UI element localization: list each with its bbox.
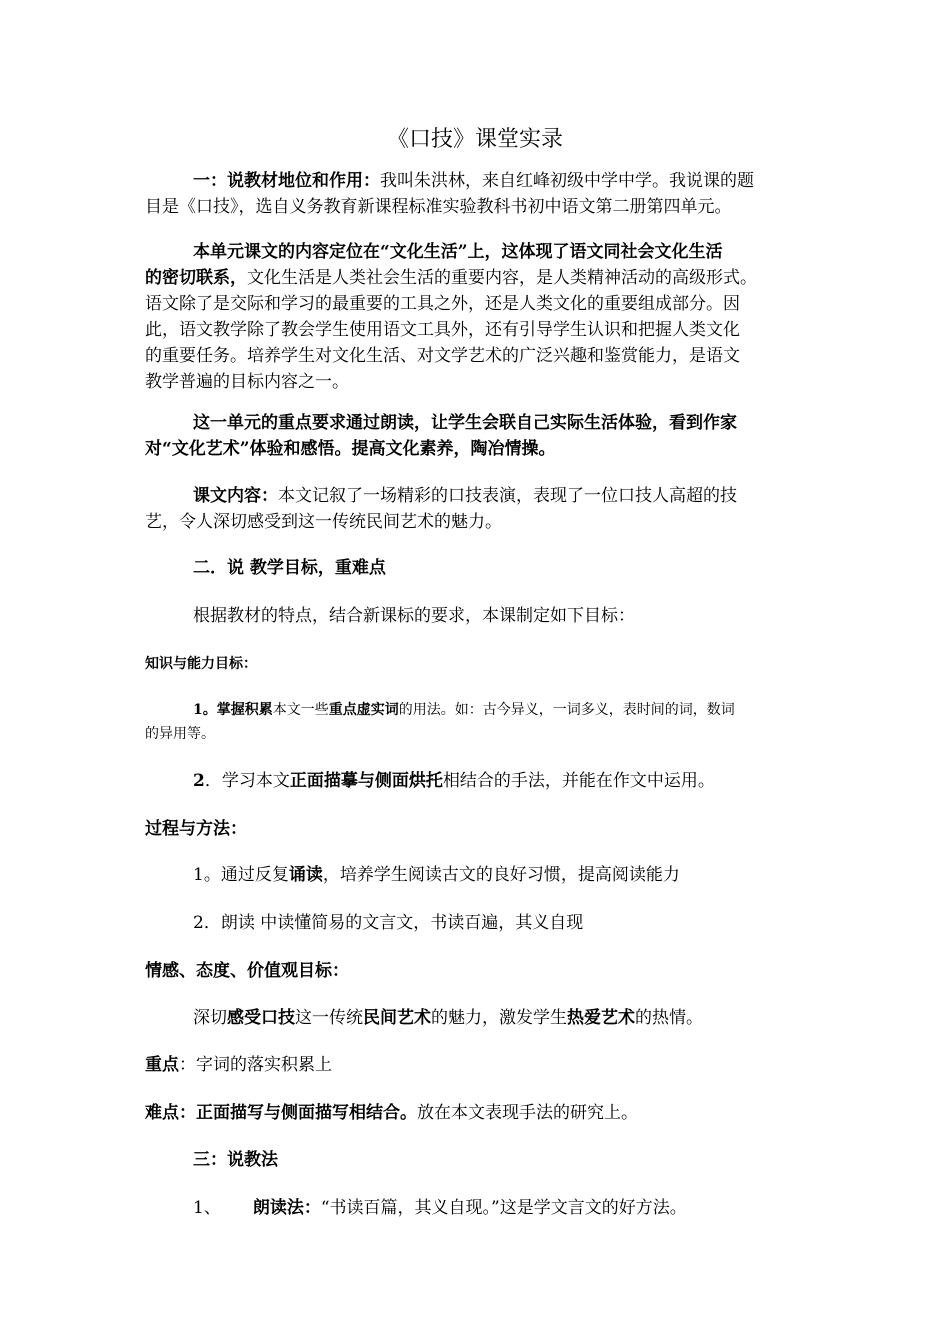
paragraph-textbook-position: 一：说教材地位和作用：我叫朱洪林，来自红峰初级中学中学。我说课的题 目是《口技》，选自义务教育新课程标准实验教科书初中语文第二册第四单元。 (145, 171, 754, 217)
section-one-heading: 一：说教材地位和作用： (193, 171, 380, 191)
knowledge-goals-heading: 知识与能力目标： (145, 656, 257, 672)
goal-item-4: 2．朗读 中读懂简易的文言文，书读百遍，其义自现 (193, 913, 584, 933)
document-title: 《口技》课堂实录 (386, 127, 563, 152)
process-goals-heading: 过程与方法： (145, 819, 247, 839)
section-three-heading: 三：说教法 (193, 1150, 278, 1170)
paragraph-unit-content: 本单元课文的内容定位在“文化生活”上，这体现了语文同社会文化生活 的密切联系，文化生活是人类社会生活的重要内容，是人类精神活动的高级形式。 语文除了是交际和学习的最重要的工具之外，还是人类文化的重要组成部分。因 此，语文教学除了教会学生使用语文工具外，还有引导学生认识和把握人类文化 的重要任务。培养学生对文化生活、对文学艺术的广泛兴趣和鉴赏能力，是语文 教学普遍的目标内容之一。 (145, 242, 757, 392)
paragraph-goals-intro: 根据教材的特点，结合新课标的要求，本课制定如下目标： (193, 606, 635, 626)
goal-item-2: 2．学习本文正面描摹与侧面烘托相结合的手法，并能在作文中运用。 (193, 771, 715, 791)
goal-item-5: 深切感受口技这一传统民间艺术的魅力，激发学生热爱艺术的热情。 (193, 1008, 703, 1028)
key-point: 重点：字词的落实积累上 (145, 1055, 332, 1075)
section-two-heading: 二．说 教学目标，重难点 (193, 558, 386, 578)
goal-item-1: 1。掌握积累本文一些重点虚实词的用法。如：古今异义，一词多义，表时间的词，数词 的异用等。 (145, 702, 735, 742)
paragraph-unit-focus: 这一单元的重点要求通过朗读，让学生会联自己实际生活体验，看到作家 对“文化艺术”体验和感悟。提高文化素养，陶冶情操。 (145, 413, 737, 459)
difficulty-point: 难点：正面描写与侧面描写相结合。放在本文表现手法的研究上。 (145, 1103, 638, 1123)
goal-item-3: 1。通过反复诵读，培养学生阅读古文的良好习惯，提高阅读能力 (193, 865, 680, 885)
paragraph-lesson-content: 课文内容：本文记叙了一场精彩的口技表演，表现了一位口技人高超的技 艺，令人深切感受到这一传统民间艺术的魅力。 (145, 486, 737, 532)
teaching-method-1: 1、 朗读法：“书读百篇，其义自现。”这是学文言文的好方法。 (193, 1198, 687, 1218)
emotion-goals-heading: 情感、态度、价值观目标： (145, 961, 349, 981)
